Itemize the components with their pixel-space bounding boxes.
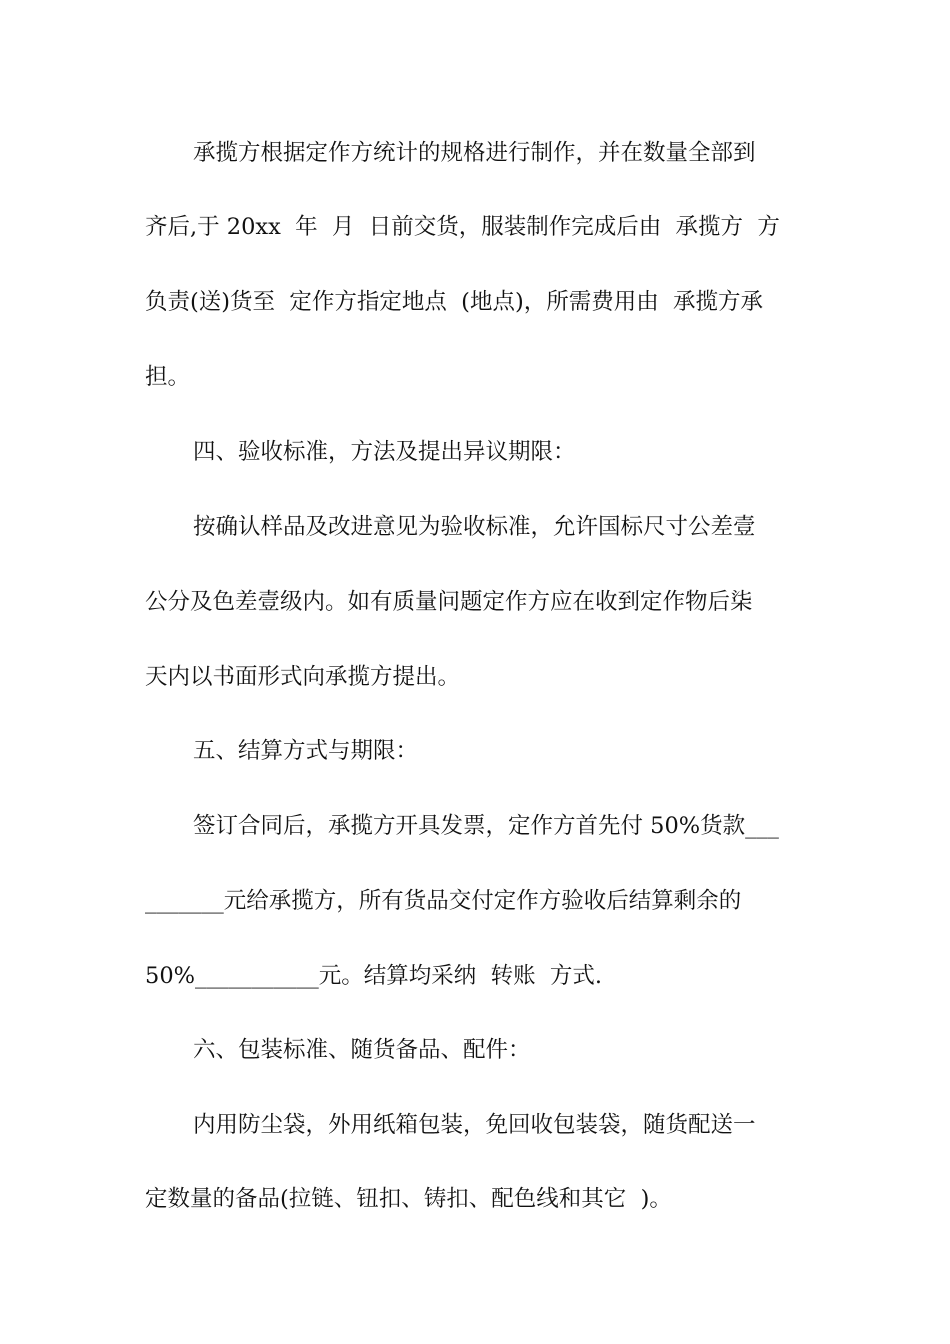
paragraph-settlement-line-3: 50%___________元。结算均采纳 转账 方式. [145,963,603,989]
paragraph-packaging-line-2: 定数量的备品(拉链、钮扣、铸扣、配色线和其它 )。 [145,1186,672,1212]
paragraph-packaging-line-1: 内用防尘袋，外用纸箱包装，免回收包装袋，随货配送一 [193,1112,756,1138]
section-heading-settlement: 五、结算方式与期限： [193,738,419,764]
paragraph-acceptance-line-1: 按确认样品及改进意见为验收标准，允许国标尺寸公差壹 [193,514,756,540]
paragraph-delivery-line-4: 担。 [145,364,191,390]
section-heading-acceptance: 四、验收标准，方法及提出异议期限： [193,439,576,465]
paragraph-acceptance-line-2: 公分及色差壹级内。如有质量问题定作方应在收到定作物后柒 [145,589,753,615]
paragraph-settlement-line-2: _______元给承揽方，所有货品交付定作方验收后结算剩余的 [145,888,742,914]
paragraph-settlement-line-1: 签订合同后，承揽方开具发票，定作方首先付 50%货款___ [193,813,779,839]
paragraph-delivery-line-1: 承揽方根据定作方统计的规格进行制作，并在数量全部到 [193,140,756,166]
section-heading-packaging: 六、包装标准、随货备品、配件： [193,1037,531,1063]
paragraph-delivery-line-2: 齐后,于 20xx 年 月 日前交货，服装制作完成后由 承揽方 方 [145,214,780,240]
paragraph-delivery-line-3: 负责(送)货至 定作方指定地点 (地点)，所需费用由 承揽方承 [145,289,764,315]
paragraph-acceptance-line-3: 天内以书面形式向承揽方提出。 [145,664,461,690]
